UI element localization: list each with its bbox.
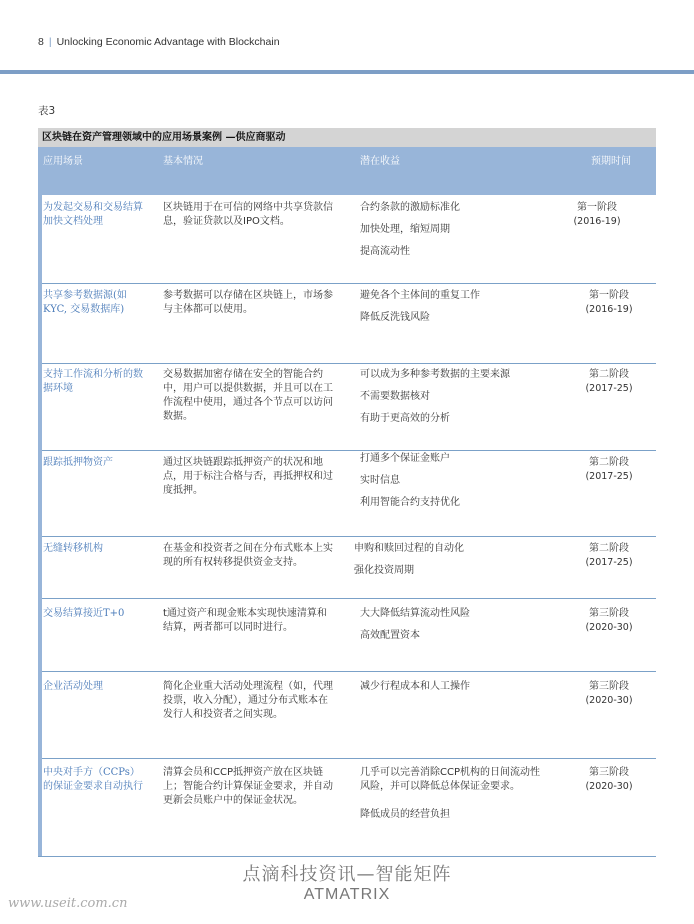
- row-timing: [574, 607, 644, 635]
- benefit-item: 几乎可以完善消除CCP机构的日间流动性风险，并可以降低总体保证金要求。: [360, 767, 540, 792]
- table-row: [38, 195, 656, 284]
- benefit-item: 打通多个保证金账户: [360, 453, 450, 464]
- row-situation: 参考数据可以存储在区块链上，市场参与主体都可以使用。: [163, 290, 333, 315]
- benefit-item: 提高流动性: [360, 246, 410, 257]
- stage-years: (2017-25): [585, 471, 633, 482]
- row-accent-bar: [38, 536, 42, 598]
- row-accent-bar: [38, 283, 42, 363]
- column-header-situation: 基本情况: [163, 156, 203, 167]
- stage-label: 第二阶段: [589, 369, 629, 380]
- stage-years: (2020-30): [585, 695, 633, 706]
- row-benefits: [360, 452, 540, 518]
- row-accent-bar: [38, 195, 42, 283]
- benefit-item: 降低成员的经营负担: [360, 809, 450, 820]
- benefit-item: 有助于更高效的分析: [360, 413, 450, 424]
- row-benefits: [360, 368, 540, 434]
- benefit-item: 利用智能合约支持优化: [360, 497, 460, 508]
- row-accent-bar: [38, 758, 42, 856]
- stage-label: 第三阶段: [589, 767, 629, 778]
- row-scenario: 共享参考数据源(如KYC, 交易数据库): [43, 290, 127, 315]
- table-row: [38, 671, 656, 759]
- row-scenario: 企业活动处理: [43, 681, 103, 692]
- row-timing: [574, 289, 644, 317]
- benefit-item: 合约条款的激励标准化: [360, 202, 460, 213]
- benefit-item: 减少行程成本和人工操作: [360, 681, 470, 692]
- row-timing: [574, 680, 644, 708]
- table-row: [38, 536, 656, 599]
- row-accent-bar: [38, 671, 42, 758]
- table-row: [38, 598, 656, 672]
- row-benefits: [360, 607, 540, 651]
- benefit-item: 实时信息: [360, 475, 400, 486]
- stage-label: 第三阶段: [589, 608, 629, 619]
- table-row: [38, 758, 656, 857]
- row-timing: [562, 201, 632, 229]
- row-situation: 区块链用于在可信的网络中共享贷款信息，验证贷款以及IPO文档。: [163, 202, 333, 227]
- header-separator: |: [48, 36, 52, 48]
- watermark-line2: ATMATRIX: [303, 886, 391, 903]
- row-scenario: 为发起交易和交易结算加快文档处理: [43, 202, 143, 227]
- column-header-scenario: 应用场景: [43, 156, 83, 167]
- row-benefits: [360, 289, 540, 333]
- row-scenario: 交易结算接近T+0: [43, 608, 125, 619]
- benefit-item: 可以成为多种参考数据的主要来源: [360, 369, 510, 380]
- table-row: [38, 283, 656, 364]
- row-accent-bar: [38, 598, 42, 671]
- page-header: [38, 36, 280, 48]
- stage-label: 第三阶段: [589, 681, 629, 692]
- row-benefits: [360, 680, 540, 702]
- stage-years: (2016-19): [573, 216, 621, 227]
- row-situation: 在基金和投资者之间在分布式账本上实现的所有权转移提供资金支持。: [163, 543, 333, 568]
- row-scenario: 中央对手方（CCPs）的保证金要求自动执行: [43, 767, 143, 792]
- row-situation: 简化企业重大活动处理流程（如，代理投票，收入分配），通过分布式账本在发行人和投资者之间实现。: [163, 681, 333, 720]
- row-situation: 清算会员和CCP抵押资产放在区块链上；智能合约计算保证金要求，并自动更新会员账户中的保证金状况。: [163, 767, 333, 806]
- row-benefits: [360, 766, 540, 830]
- row-accent-bar: [38, 450, 42, 536]
- table-label: 表3: [38, 105, 56, 117]
- benefit-item: 避免各个主体间的重复工作: [360, 290, 480, 301]
- row-timing: [574, 542, 644, 570]
- benefit-item: 高效配置资本: [360, 630, 420, 641]
- row-timing: [574, 766, 644, 794]
- benefit-item: 不需要数据核对: [360, 391, 430, 402]
- column-header-timing: 预期时间: [591, 156, 631, 167]
- row-accent-bar: [38, 363, 42, 450]
- stage-label: 第二阶段: [589, 457, 629, 468]
- stage-label: 第一阶段: [577, 202, 617, 213]
- stage-years: (2017-25): [585, 383, 633, 394]
- row-situation: t通过资产和现金账本实现快速清算和结算，两者都可以同时进行。: [163, 608, 327, 633]
- stage-years: (2020-30): [585, 781, 633, 792]
- row-timing: [574, 368, 644, 396]
- row-timing: [574, 456, 644, 484]
- row-situation: 交易数据加密存储在安全的智能合约中，用户可以提供数据，并且可以在工作流程中使用，通过各个节点可以访问数据。: [163, 369, 333, 422]
- row-benefits: [354, 542, 534, 586]
- watermark-url: www.useit.com.cn: [8, 896, 128, 911]
- stage-years: (2020-30): [585, 622, 633, 633]
- benefit-item: 强化投资周期: [354, 565, 414, 576]
- stage-label: 第二阶段: [589, 543, 629, 554]
- column-header-bar: [38, 147, 656, 195]
- table-row: [38, 450, 656, 537]
- benefit-item: 降低反洗钱风险: [360, 312, 430, 323]
- stage-label: 第一阶段: [589, 290, 629, 301]
- benefit-item: 加快处理，缩短周期: [360, 224, 450, 235]
- benefit-item: 大大降低结算流动性风险: [360, 608, 470, 619]
- row-scenario: 无缝转移机构: [43, 543, 103, 554]
- watermark-line1: 点滴科技资讯—智能矩阵: [242, 864, 452, 885]
- column-header-benefits: 潜在收益: [360, 156, 400, 167]
- header-rule: [0, 70, 694, 74]
- stage-years: (2017-25): [585, 557, 633, 568]
- row-scenario: 跟踪抵押物资产: [43, 457, 113, 468]
- row-benefits: [360, 201, 540, 267]
- row-scenario: 支持工作流和分析的数据环境: [43, 369, 143, 394]
- benefit-item: 申购和赎回过程的自动化: [354, 543, 464, 554]
- page-number: 8: [38, 36, 44, 48]
- stage-years: (2016-19): [585, 304, 633, 315]
- table-row: [38, 363, 656, 451]
- table-title: 区块链在资产管理领域中的应用场景案例 —供应商驱动: [38, 128, 656, 147]
- document-title: Unlocking Economic Advantage with Blockchain: [56, 36, 280, 48]
- row-situation: 通过区块链跟踪抵押资产的状况和地点，用于标注合格与否，再抵押权和过度抵押。: [163, 457, 333, 496]
